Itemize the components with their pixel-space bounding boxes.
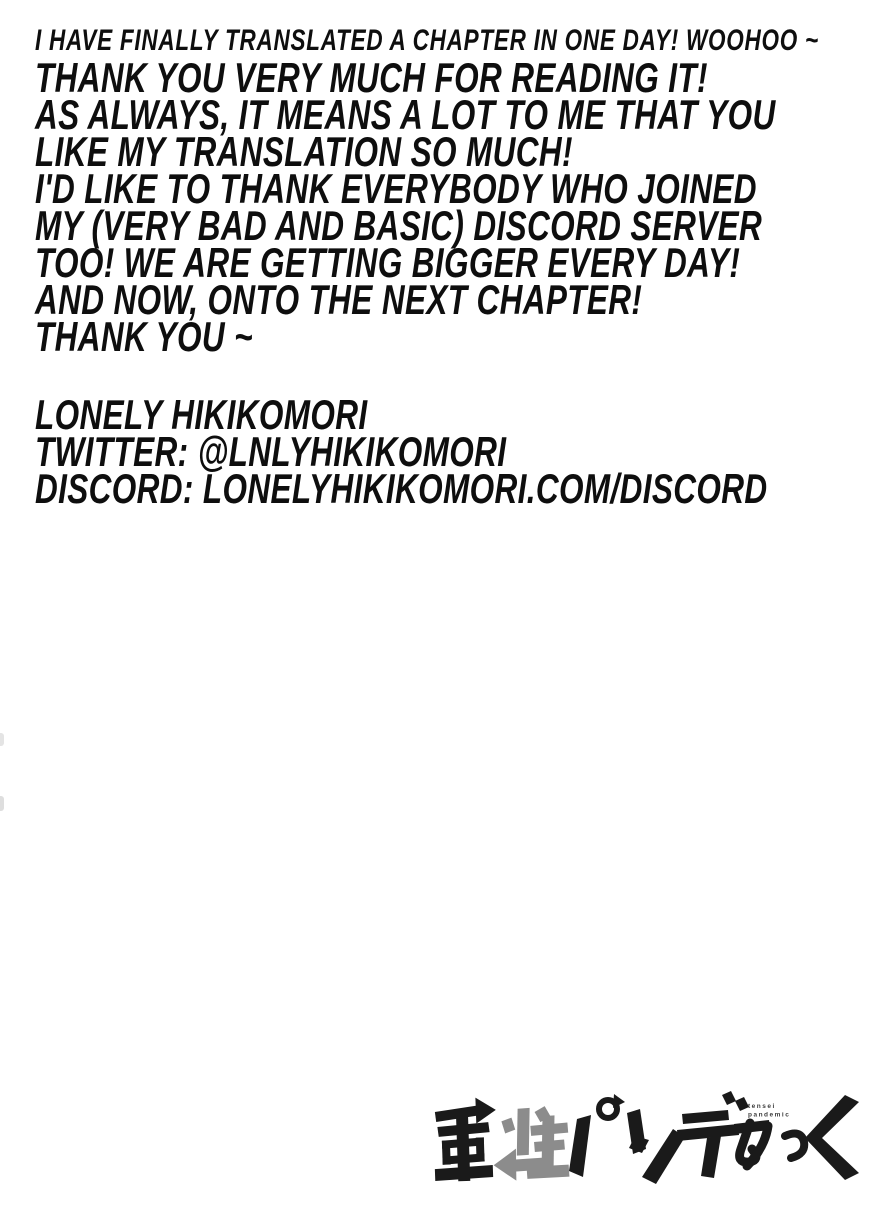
logo-kana-n xyxy=(629,1129,685,1184)
note-line: THANK YOU VERY MUCH FOR READING IT! xyxy=(35,54,708,101)
note-line: LIKE MY TRANSLATION SO MUCH! xyxy=(35,128,573,175)
note-line: AND NOW, ONTO THE NEXT CHAPTER! xyxy=(35,276,643,323)
right-arrow-icon xyxy=(475,1097,496,1124)
logo-subtitle-line2: pandemic xyxy=(748,1111,791,1119)
translator-name: LONELY HIKIKOMORI xyxy=(35,391,368,438)
logo-subtitle-line1: tensei xyxy=(748,1103,776,1110)
note-text-block xyxy=(35,22,819,512)
series-logo-art xyxy=(430,1089,864,1187)
signature-block xyxy=(35,391,819,512)
logo-kana-pa xyxy=(569,1094,646,1177)
logo-kanji-sei xyxy=(493,1105,570,1181)
series-logo xyxy=(430,1089,864,1187)
note-line-intro: I HAVE FINALLY TRANSLATED A CHAPTER IN ONE DAY! WOOHOO ~ xyxy=(35,24,819,57)
logo-black-letters xyxy=(432,1091,859,1184)
note-line: AS ALWAYS, IT MEANS A LOT TO ME THAT YOU xyxy=(35,91,776,138)
logo-kana-ku xyxy=(805,1095,859,1180)
scan-artifact xyxy=(0,796,4,811)
left-arrow-icon xyxy=(493,1148,517,1180)
logo-kana-ttsu xyxy=(785,1134,804,1158)
logo-kanji-ten xyxy=(432,1097,498,1182)
note-line: TOO! WE ARE GETTING BIGGER EVERY DAY! xyxy=(35,239,741,286)
logo-kana-de xyxy=(677,1091,749,1178)
note-line: THANK YOU ~ xyxy=(35,313,253,360)
discord-link: DISCORD: LONELYHIKIKOMORI.COM/DISCORD xyxy=(35,465,768,512)
logo-kana-mi xyxy=(734,1120,770,1166)
scan-artifact xyxy=(0,733,4,746)
twitter-handle: TWITTER: @LNLYHIKIKOMORI xyxy=(35,428,507,475)
logo-subtitle xyxy=(748,1103,790,1119)
note-line: I'D LIKE TO THANK EVERYBODY WHO JOINED xyxy=(35,165,757,212)
note-line: MY (VERY BAD AND BASIC) DISCORD SERVER xyxy=(35,202,763,249)
